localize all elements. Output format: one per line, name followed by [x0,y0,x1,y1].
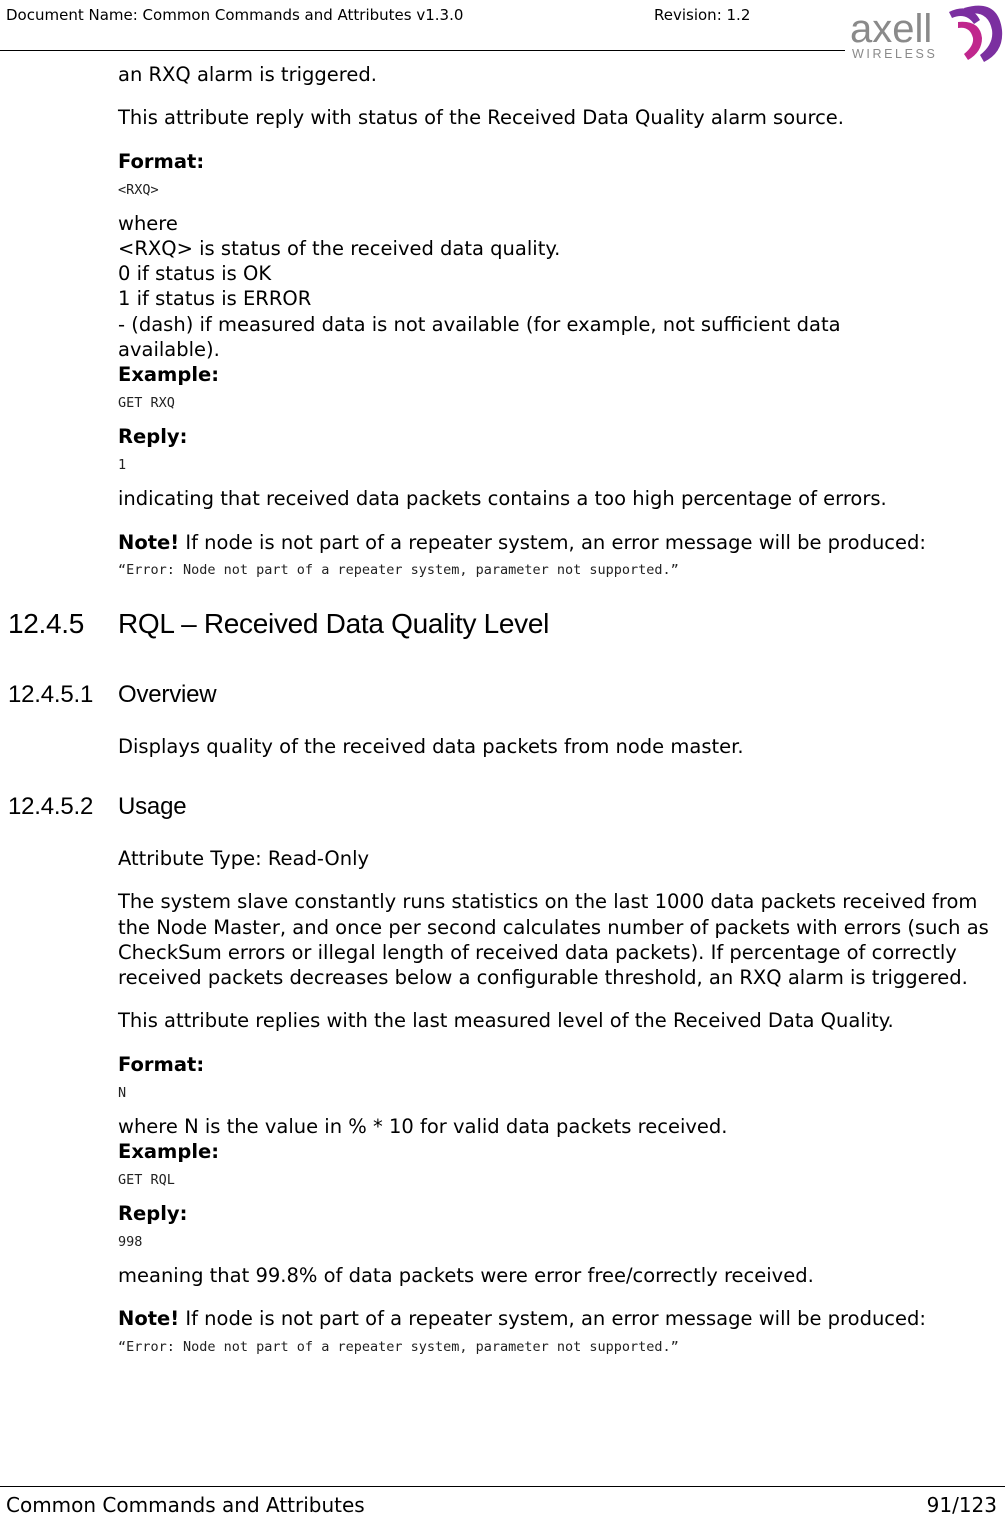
rxq-note [118,530,998,555]
logo-sub: WIRELESS [852,47,938,61]
overview-heading-number: 12.4.5.1 [8,681,94,708]
rql-reply-label: Reply: [118,1202,188,1226]
rxq-format-code: <RXQ> [118,181,159,198]
rql-note-label: Note! [118,1307,180,1331]
rql-heading-number: 12.4.5 [8,608,85,639]
rql-reply-intro: This attribute replies with the last measured level of the Received Data Quality. [118,1009,894,1033]
document-name: Document Name: Common Commands and Attributes v1.3.0 [6,6,464,24]
rql-heading-title: RQL – Received Data Quality Level [118,608,550,639]
overview-heading-title: Overview [118,681,217,708]
footer-divider [0,1486,1005,1487]
rql-format-code: N [118,1084,127,1101]
rql-format-label: Format: [118,1052,205,1076]
rxq-intro-tail: an RXQ alarm is triggered. [118,63,377,86]
logo-word: axell [850,7,933,51]
rxq-reply-code: 1 [118,457,127,474]
usage-heading-number: 12.4.5.2 [8,793,94,820]
rql-note [118,1306,998,1331]
attribute-type: Attribute Type: Read-Only [118,847,370,870]
axell-wireless-logo [846,0,1005,66]
rxq-where-line: 1 if status is ERROR [118,287,312,311]
header-divider [0,50,845,51]
rxq-note-code: “Error: Node not part of a repeater system, parameter not supported.” [118,561,679,578]
rql-reply-code: 998 [118,1234,143,1251]
rxq-reply-label: Reply: [118,425,188,449]
rxq-note-text: If node is not part of a repeater system, an error message will be produced: [179,530,926,554]
revision: Revision: 1.2 [654,6,751,24]
rxq-where-line: 0 if status is OK [118,262,272,286]
rxq-intro: This attribute reply with status of the Received Data Quality alarm source. [118,106,844,130]
rxq-format-label: Format: [118,149,205,173]
page-number: 91/123 [926,1493,997,1517]
rql-note-code: “Error: Node not part of a repeater system, parameter not supported.” [118,1338,679,1355]
overview-body [118,734,998,777]
rql-reply-desc: meaning that 99.8% of data packets were error free/correctly received. [118,1264,814,1288]
rxq-reply-desc: indicating that received data packets contains a too high percentage of errors. [118,487,887,511]
rql-example-label: Example: [118,1140,220,1164]
footer-title: Common Commands and Attributes [6,1493,365,1517]
rql-note-text: If node is not part of a repeater system, an error message will be produced: [179,1307,926,1331]
rxq-where-line: - (dash) if measured data is not available (for example, not sufficient data available). [118,312,841,362]
rxq-continued [118,62,998,591]
logo-swoosh-inner [958,22,982,60]
rxq-note-label: Note! [118,530,180,554]
rxq-where-line: where [118,211,178,235]
usage-heading-title: Usage [118,793,187,820]
rxq-example-code: GET RXQ [118,395,175,412]
rql-where-text: where N is the value in % * 10 for valid data packets received. [118,1114,728,1138]
overview-text: Displays quality of the received data packets from node master. [118,735,744,758]
rxq-example-label: Example: [118,363,220,387]
rxq-where-line: <RXQ> is status of the received data quality. [118,236,561,260]
rql-example-code: GET RQL [118,1172,175,1189]
stats-text: The system slave constantly runs statistics on the last 1000 data packets received from the Node Master, and once per second calculates number of packets with errors (such as CheckSum errors or illegal length of received data packets). If percentage of correctly received packets decreases below a configurable threshold, an RXQ alarm is triggered. [118,890,989,990]
usage-body [118,846,998,1368]
